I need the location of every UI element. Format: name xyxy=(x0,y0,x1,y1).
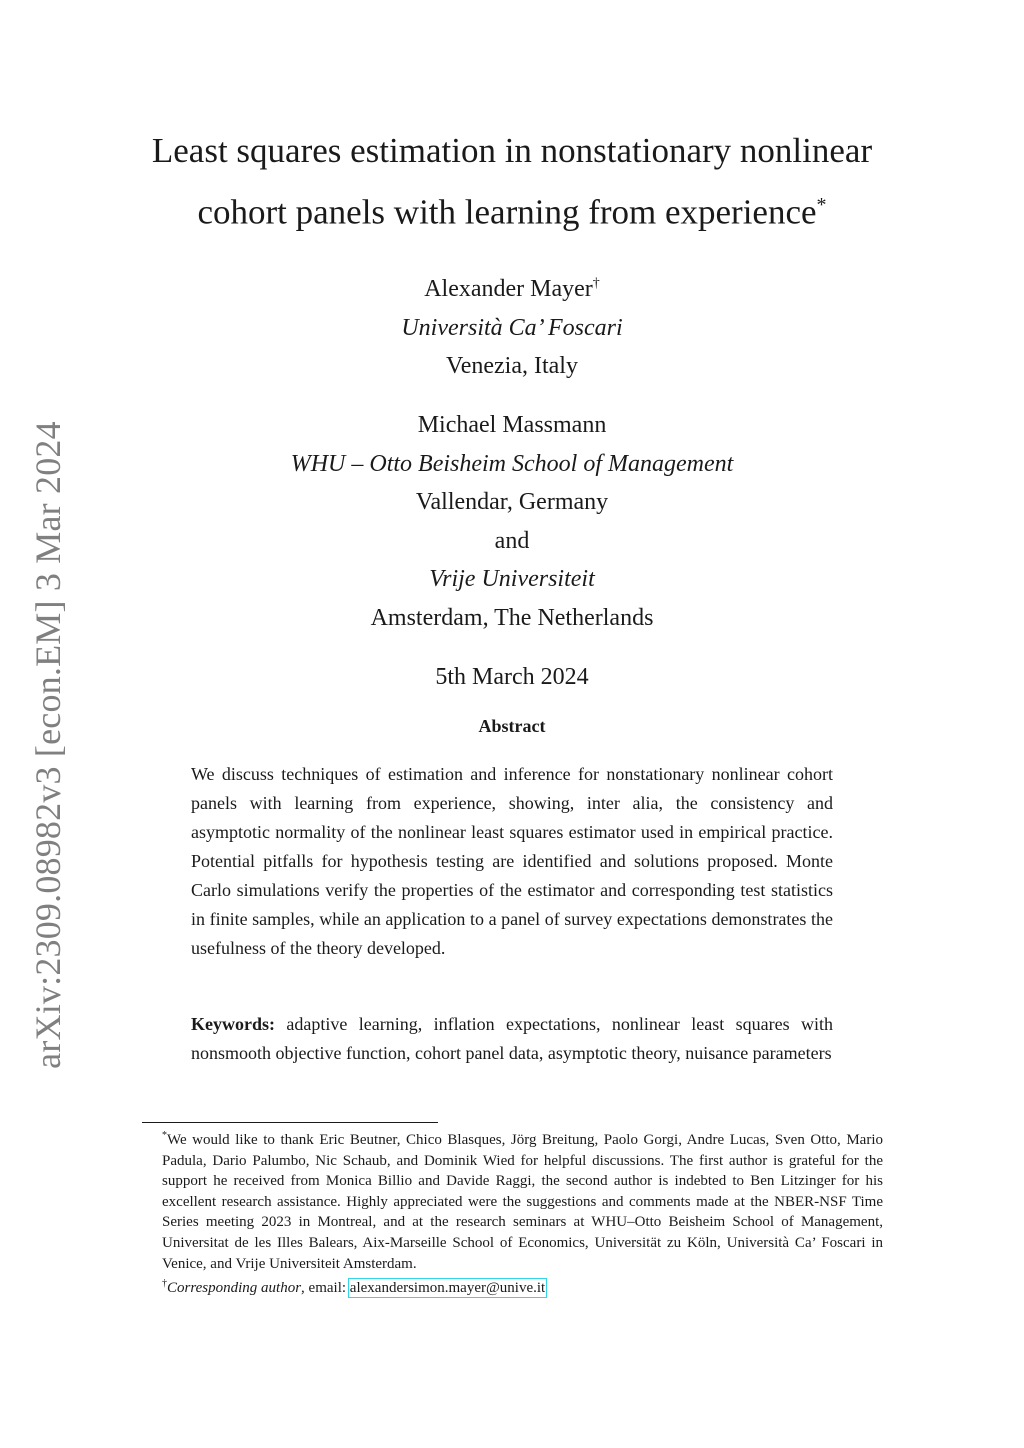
author-affiliation: Università Ca’ Foscari xyxy=(401,314,623,341)
author-conjunction: and xyxy=(494,527,530,554)
author-block-2 xyxy=(120,406,904,637)
keywords-label: Keywords: xyxy=(191,1014,275,1034)
footnote-acknowledgements-text: We would like to thank Eric Beutner, Chico Blasques, Jörg Breitung, Paolo Gorgi, Andre Lucas, Sven Otto, Mario Padula, Dario Palumbo, Nic Schaub, and Dominik Wied for helpful discussions. The first author is grateful for the support he received from Monica Billio and Davide Raggi, the second author is indebted to Ben Litzinger for his excellent research assistance. Highly appreciated were the suggestions and comments made at the NBER-NSF Time Series meeting 2023 in Montreal, and at the research seminars at WHU–Otto Beisheim School of Management, Universitat de les Illes Balears, Aix-Marseille School of Economics, Universität zu Köln, Università Ca’ Foscari in Venice, and Vrije Universiteit Amsterdam. xyxy=(162,1132,883,1272)
footnote-corresponding-author xyxy=(142,1274,883,1299)
title-footnote-marker: * xyxy=(816,194,827,216)
abstract-heading: Abstract xyxy=(478,716,546,736)
footnote-marker: * xyxy=(162,1130,167,1141)
footnote-marker: † xyxy=(162,1278,167,1290)
arxiv-identifier-text: arXiv:2309.08982v3 [econ.EM] 3 Mar 2024 xyxy=(28,421,68,1069)
footnote-divider xyxy=(142,1122,438,1123)
footnote-acknowledgements xyxy=(142,1126,883,1274)
author-location-secondary: Amsterdam, The Netherlands xyxy=(370,604,654,631)
email-link[interactable]: alexandersimon.mayer@unive.it xyxy=(349,1280,546,1297)
paper-title xyxy=(120,124,904,240)
corresponding-author-label: Corresponding author xyxy=(167,1280,302,1297)
author-location: Vallendar, Germany xyxy=(415,489,609,515)
abstract-text: We discuss techniques of estimation and inference for nonstationary nonlinear cohort panels with learning from experience, showing, inter alia, the consistency and asymptotic normality of the nonlinear least squares estimator used in empirical practice. Potential pitfalls for hypothesis testing are identified and solutions proposed. Monte Carlo simulations verify the properties of the estimator and corresponding test statistics in finite samples, while an application to a panel of survey expectations demonstrates the usefulness of the theory developed. xyxy=(191,764,833,958)
author-location: Venezia, Italy xyxy=(446,353,578,379)
footnotes xyxy=(142,1126,883,1299)
keywords-paragraph xyxy=(191,1010,833,1068)
author-block-1 xyxy=(120,265,904,386)
email-prefix: , email: xyxy=(301,1280,350,1297)
title-line-1: Least squares estimation in nonstationary nonlinear xyxy=(151,131,873,170)
author-name: Michael Massmann xyxy=(417,412,607,438)
keywords-text: adaptive learning, inflation expectations, nonlinear least squares with nonsmooth objective function, cohort panel data, asymptotic theory, nuisance parameters xyxy=(191,1014,834,1063)
author-affiliation: WHU – Otto Beisheim School of Management xyxy=(290,450,734,477)
arxiv-identifier-stamp xyxy=(18,421,78,1069)
author-footnote-marker: † xyxy=(592,276,600,291)
publication-date: 5th March 2024 xyxy=(435,664,589,690)
author-name: Alexander Mayer xyxy=(424,276,593,302)
title-line-2: cohort panels with learning from experience xyxy=(197,192,817,232)
author-affiliation-secondary: Vrije Universiteit xyxy=(429,566,595,592)
